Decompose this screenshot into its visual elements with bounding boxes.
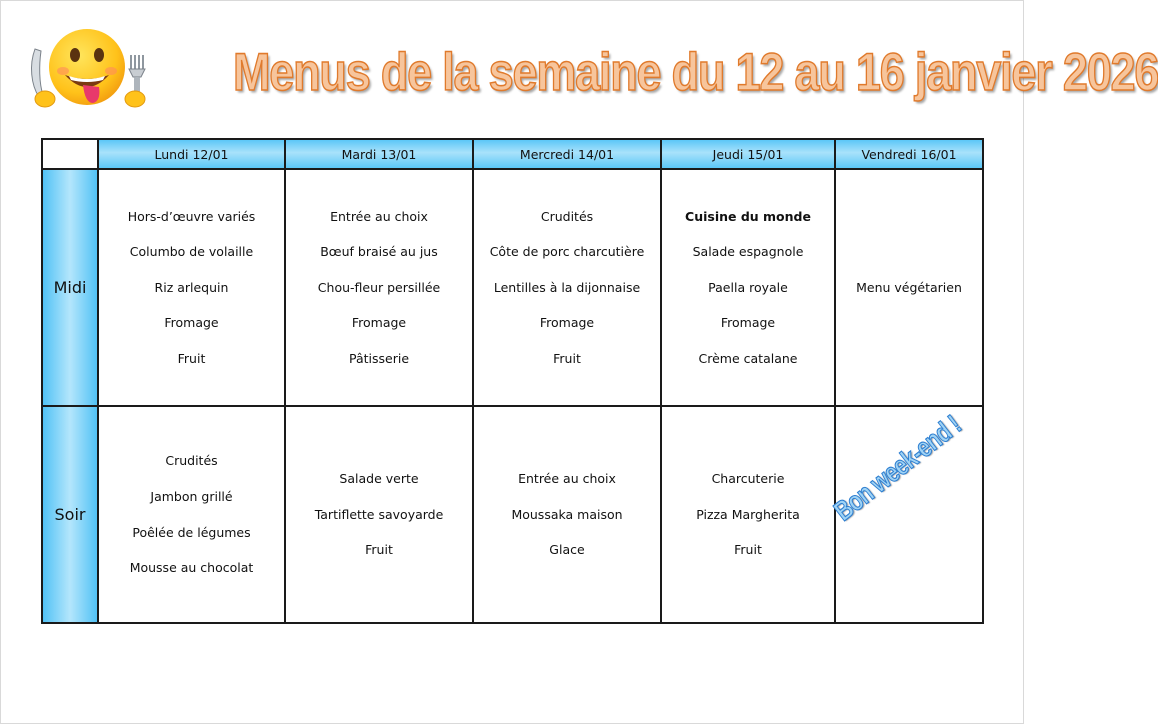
menu-item-theme: Cuisine du monde: [685, 208, 811, 224]
weekend-wish-text: Bon week-end !: [827, 408, 967, 527]
menu-item: Pizza Margherita: [696, 506, 800, 522]
midi-jeudi-cell: [661, 169, 835, 406]
menu-item: Fromage: [539, 315, 595, 331]
midi-mercredi-cell: [473, 169, 661, 406]
menu-item: Jambon grillé: [150, 488, 233, 504]
soir-mercredi-cell: [473, 406, 661, 623]
menu-item: Entrée au choix: [518, 471, 616, 487]
row-header-midi: Midi: [42, 169, 98, 406]
menu-item: Fruit: [177, 350, 206, 366]
menu-item: Columbo de volaille: [129, 244, 254, 260]
weekly-menu-table: [41, 138, 984, 624]
menu-item: Bœuf braisé au jus: [320, 244, 438, 260]
menu-item: Glace: [549, 542, 585, 558]
row-header-soir: Soir: [42, 406, 98, 623]
midi-mardi-cell: [285, 169, 473, 406]
soir-jeudi-cell: [661, 406, 835, 623]
menu-item: Salade espagnole: [692, 244, 804, 260]
day-header-jeudi: Jeudi 15/01: [661, 139, 835, 169]
menu-item: Salade verte: [339, 471, 419, 487]
menu-item: Charcuterie: [711, 471, 785, 487]
days-header-row: [42, 139, 983, 169]
menu-item: Fruit: [734, 542, 762, 558]
day-header-mercredi: Mercredi 14/01: [473, 139, 661, 169]
menu-item: Tartiflette savoyarde: [314, 506, 444, 522]
soir-vendredi-cell: [827, 406, 983, 623]
menu-item: Menu végétarien: [856, 279, 962, 295]
menu-item: Riz arlequin: [154, 279, 229, 295]
menu-item: Chou-fleur persillée: [317, 279, 441, 295]
menu-item: Moussaka maison: [511, 506, 623, 522]
menu-item: Côte de porc charcutière: [489, 244, 645, 260]
menu-item: Crudités: [540, 208, 594, 224]
soir-row: [42, 406, 983, 623]
emoji-knife-fork-icon: [25, 25, 149, 121]
soir-mardi-cell: [285, 406, 473, 623]
menu-item: Fromage: [720, 315, 776, 331]
midi-row: [42, 169, 983, 406]
menu-item: Mousse au chocolat: [129, 560, 254, 576]
menu-item: Poêlée de légumes: [132, 524, 251, 540]
day-header-vendredi: Vendredi 16/01: [835, 139, 983, 169]
midi-vendredi-cell: [835, 169, 983, 406]
menu-item: Fromage: [164, 315, 219, 331]
menu-item: Lentilles à la dijonnaise: [493, 279, 641, 295]
menu-item: Fruit: [365, 542, 393, 558]
day-header-mardi: Mardi 13/01: [285, 139, 473, 169]
soir-lundi-cell: [98, 406, 285, 623]
midi-lundi-cell: [98, 169, 285, 406]
menu-item: Fruit: [553, 350, 581, 366]
day-header-lundi: Lundi 12/01: [98, 139, 285, 169]
menu-item: Fromage: [351, 315, 407, 331]
page-title: Menus de la semaine du 12 au 16 janvier 2026: [233, 41, 1158, 102]
menu-item: Crudités: [165, 453, 218, 469]
menu-item: Crème catalane: [698, 350, 798, 366]
menu-item: Paella royale: [708, 279, 788, 295]
menu-item: Hors-d’œuvre variés: [127, 208, 256, 224]
corner-cell: [42, 139, 98, 169]
menu-item: Pâtisserie: [348, 350, 410, 366]
menu-item: Entrée au choix: [330, 208, 428, 224]
